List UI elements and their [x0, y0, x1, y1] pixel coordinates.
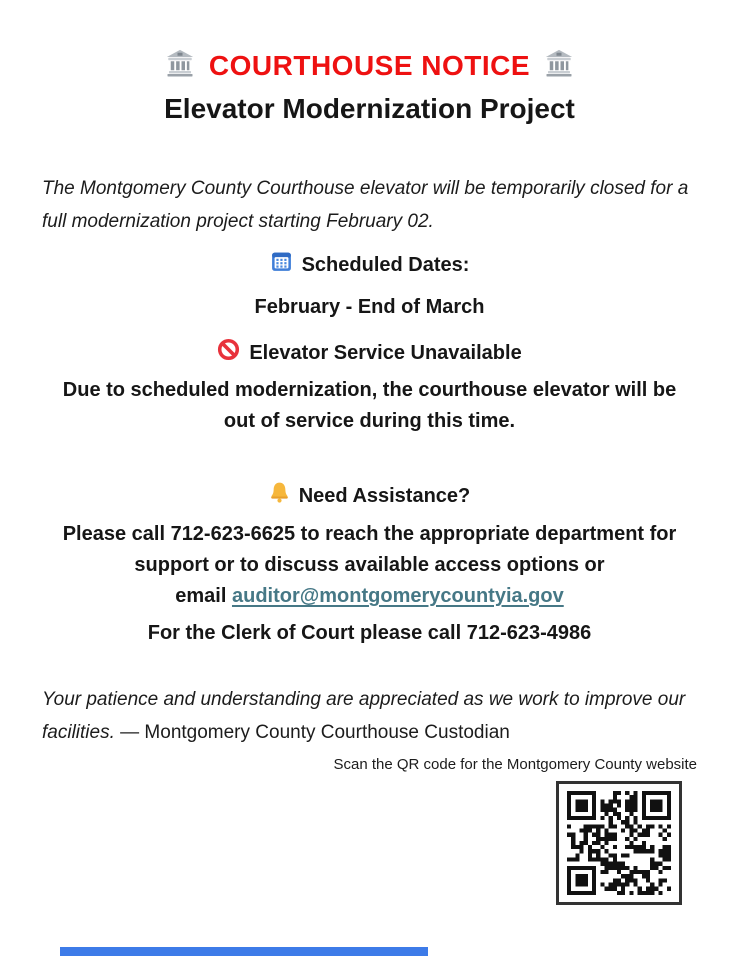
bottom-blue-bar — [60, 947, 428, 956]
service-unavailable-label: Elevator Service Unavailable — [249, 341, 522, 364]
closing-line-1: Your patience and understanding are appreciated as we work to improve our — [42, 689, 686, 710]
courthouse-icon — [165, 48, 195, 83]
closing-paragraph — [42, 683, 697, 749]
service-body-line-1: Due to scheduled modernization, the courthouse elevator will be — [62, 379, 677, 401]
qr-code-frame — [556, 781, 682, 905]
notice-title: COURTHOUSE NOTICE — [208, 49, 531, 81]
service-body-line-2: out of service during this time. — [223, 410, 516, 432]
closing-line-2-italic: facilities. — [42, 722, 115, 743]
assistance-email-line — [42, 581, 697, 612]
scheduled-dates-label: Scheduled Dates: — [301, 253, 470, 276]
clerk-of-court-line: For the Clerk of Court please call 712-623-4986 — [147, 622, 592, 644]
bell-icon — [269, 481, 290, 510]
notice-header — [42, 48, 697, 83]
service-unavailable-body — [42, 375, 697, 437]
email-label: email — [175, 585, 227, 607]
calendar-icon — [270, 250, 293, 279]
intro-line-1: The Montgomery County Courthouse elevator will be temporarily closed for a — [42, 178, 689, 199]
courthouse-icon — [544, 48, 574, 83]
need-assistance-label: Need Assistance? — [298, 484, 471, 507]
service-unavailable-heading — [42, 338, 697, 367]
closing-line-2 — [42, 716, 697, 749]
assistance-body — [42, 519, 697, 612]
scheduled-dates-heading — [42, 250, 697, 279]
auditor-email-link[interactable]: auditor@montgomerycountyia.gov — [231, 585, 564, 607]
intro-line-2: full modernization project starting February 02. — [42, 211, 434, 232]
assistance-line-1: Please call 712-623-6625 to reach the appropriate department for — [62, 523, 677, 545]
project-title: Elevator Modernization Project — [164, 93, 575, 124]
assistance-line-2: support or to discuss available access options or — [134, 554, 605, 576]
no-entry-icon — [217, 338, 240, 367]
need-assistance-heading — [42, 481, 697, 510]
qr-caption: Scan the QR code for the Montgomery County website — [333, 756, 697, 773]
closing-attribution: — Montgomery County Courthouse Custodian — [120, 722, 510, 743]
qr-code — [567, 791, 671, 895]
scheduled-dates-value: February - End of March — [254, 296, 485, 318]
intro-paragraph — [42, 172, 697, 238]
